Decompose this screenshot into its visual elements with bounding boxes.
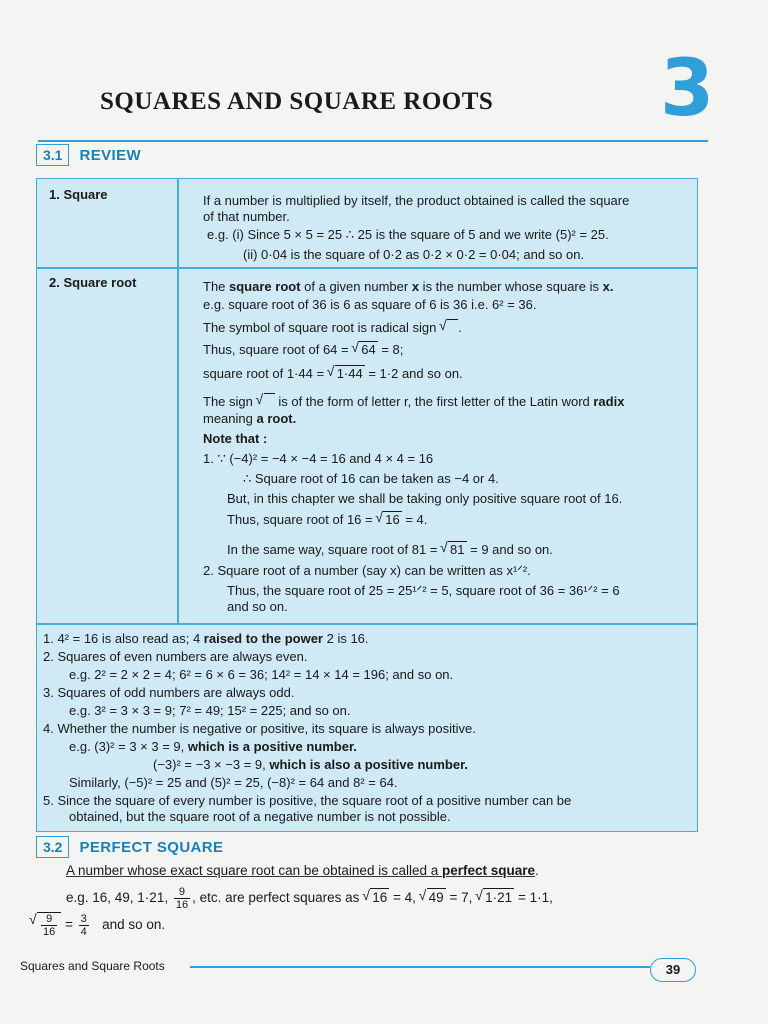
note-line: and so on. [227, 599, 288, 614]
note-line: Thus, the square root of 25 = 25¹ᐟ² = 5, square root of 36 = 36¹ᐟ² = 6 [227, 583, 620, 598]
point-line: e.g. 2² = 2 × 2 = 4; 6² = 6 × 6 = 36; 14² = 14 × 14 = 196; and so on. [69, 667, 454, 682]
point-line: Similarly, (−5)² = 25 and (5)² = 25, (−8)² = 64 and 8² = 64. [69, 775, 398, 790]
radical-sign-icon [264, 393, 275, 410]
note-line: 1. ∵ (−4)² = −4 × −4 = 16 and 4 × 4 = 16 [203, 451, 434, 466]
example-line: Thus, square root of 64 = √ 64 = 8; [203, 341, 403, 358]
note-line: But, in this chapter we shall be taking only positive square root of 16. [227, 491, 623, 506]
point-line: e.g. 3² = 3 × 3 = 9; 7² = 49; 15² = 225; and so on. [69, 703, 351, 718]
radical-sign-icon [447, 319, 458, 336]
definition-line: If a number is multiplied by itself, the product obtained is called the square [203, 193, 630, 208]
definition-line: meaning a root. [203, 411, 297, 426]
example-line: (ii) 0·04 is the square of 0·2 as 0·2 × 0·2 = 0·04; and so on. [243, 247, 585, 262]
chapter-title: SQUARES AND SQUARE ROOTS [100, 88, 494, 115]
column-divider [177, 179, 179, 623]
header-rule [38, 140, 708, 142]
point-line: 1. 4² = 16 is also read as; 4 raised to the power 2 is 16. [43, 631, 369, 646]
point-line: 4. Whether the number is negative or positive, its square is always positive. [43, 721, 476, 736]
perfect-square-definition: A number whose exact square root can be obtained is called a perfect square. [66, 863, 539, 878]
section-number: 3.1 [36, 144, 69, 166]
chapter-header [100, 44, 715, 142]
page-number: 39 [650, 958, 696, 982]
row-divider [37, 623, 697, 625]
review-table [36, 178, 698, 832]
section-title: REVIEW [79, 146, 142, 164]
point-line: 2. Squares of even numbers are always even. [43, 649, 308, 664]
definition-line: The symbol of square root is radical sign √ . [203, 319, 462, 336]
section-number: 3.2 [36, 836, 69, 858]
perfect-square-examples: e.g. 16, 49, 1·21, $\frac{9}{16}$ , etc. are perfect squares as √ 16 = 4, √ 49 = 7, √ 1·21 = 1·1, [66, 886, 553, 911]
point-line: e.g. (3)² = 3 × 3 = 9, which is a positive number. [69, 739, 357, 754]
point-line: obtained, but the square root of a negative number is not possible. [69, 809, 451, 824]
fraction: $\frac{9}{16}$ [175, 886, 189, 911]
term-square: 1. Square [49, 187, 108, 202]
fraction: √ $\frac{9}{16}$ [43, 913, 56, 938]
point-line: 3. Squares of odd numbers are always odd. [43, 685, 295, 700]
example-line: e.g. (i) Since 5 × 5 = 25 ∴ 25 is the square of 5 and we write (5)² = 25. [207, 227, 609, 242]
definition-line: The square root of a given number x is the number whose square is x. [203, 279, 614, 294]
footer-chapter-label: Squares and Square Roots [20, 959, 165, 973]
definition-line: of that number. [203, 209, 290, 224]
note-line: 2. Square root of a number (say x) can be written as x¹ᐟ². [203, 563, 531, 578]
point-line: (−3)² = −3 × −3 = 9, which is also a positive number. [153, 757, 469, 772]
chapter-number: 3 [660, 44, 715, 134]
footer-rule [190, 966, 650, 968]
example-line: e.g. square root of 36 is 6 as square of 6 is 36 i.e. 6² = 36. [203, 297, 537, 312]
row-divider [37, 267, 697, 269]
note-line: ∴ Square root of 16 can be taken as −4 or 4. [243, 471, 499, 486]
fraction: $\frac{3}{4}$ [80, 913, 87, 938]
term-square-root: 2. Square root [49, 275, 137, 290]
note-heading: Note that : [203, 431, 268, 446]
point-line: 5. Since the square of every number is positive, the square root of a positive number can be [43, 793, 572, 808]
perfect-square-examples: √ $\frac{9}{16}$ = $\frac{3}{4}$ and so on. [30, 912, 165, 938]
example-line: square root of 1·44 = √ 1·44 = 1·2 and so on. [203, 365, 463, 382]
definition-line: The sign √ is of the form of letter r, the first letter of the Latin word radix [203, 393, 624, 410]
section-heading-perfect-square [36, 836, 223, 858]
section-heading-review [36, 144, 141, 166]
note-line: In the same way, square root of 81 = √ 81 = 9 and so on. [227, 541, 553, 558]
note-line: Thus, square root of 16 = √ 16 = 4. [227, 511, 427, 528]
section-title: PERFECT SQUARE [79, 838, 224, 856]
